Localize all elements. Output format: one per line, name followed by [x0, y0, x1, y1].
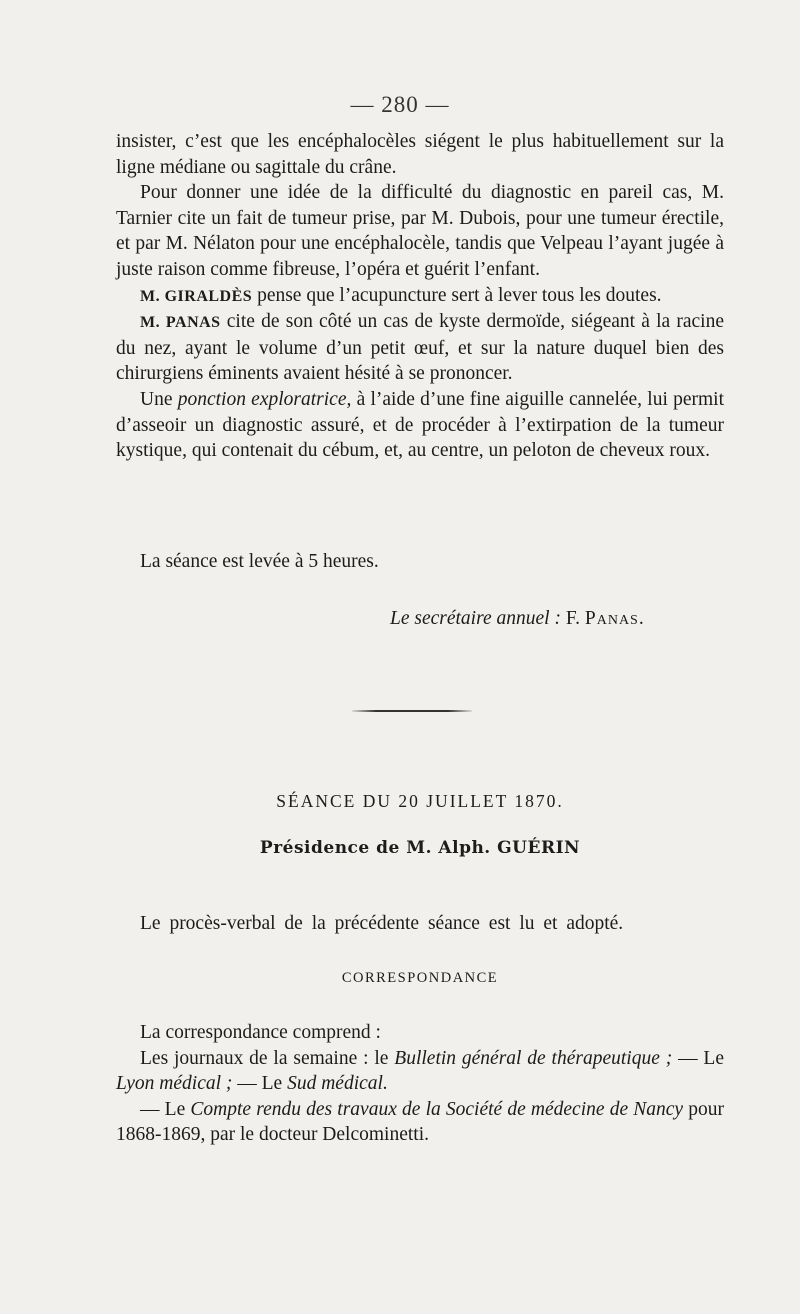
page-number: — 280 —	[350, 92, 450, 117]
paragraph-1: insister, c’est que les encéphalocèles siégent le plus habituellement sur la ligne médiane ou sagittale du crâne.	[116, 131, 724, 178]
journals-dash-1: — Le	[678, 1047, 724, 1069]
paragraph-3	[116, 283, 724, 310]
correspondance-compte-rendu	[116, 1097, 724, 1148]
paragraph-4-text: cite de son côté un cas de kyste dermoïde, siégeant à la racine du nez, ayant le volume d’un petit œuf, et sur la nature duquel bien des chirurgiens éminents avaient hésité à se prononcer.	[116, 311, 725, 385]
signature	[390, 608, 645, 630]
journals-dash-2: — Le	[232, 1073, 288, 1095]
journal-sud: Sud médical.	[287, 1073, 388, 1095]
correspondance-journals	[116, 1046, 724, 1097]
signature-name: Panas.	[584, 608, 645, 629]
journal-lyon: Lyon médical ;	[116, 1073, 233, 1095]
paragraph-5-pre: Une	[140, 388, 178, 410]
paragraph-4	[116, 309, 724, 387]
paragraph-2: Pour donner une idée de la difficulté du diagnostic en pareil cas, M. Tarnier cite un fait de tumeur prise, par M. Dubois, pour une tumeur érectile, et par M. Nélaton pour une encéphalocèle, tandis que Velpeau l’ayant jugée à juste raison comme fibreuse, l’opéra et guérit l’enfant.	[116, 182, 724, 280]
paragraph-5-italic: ponction exploratrice,	[177, 388, 352, 410]
paragraph-5	[116, 387, 724, 464]
journals-pre: Les journaux de la semaine : le	[140, 1047, 395, 1069]
speaker-giraldes: M. GIRALDÈS	[140, 287, 253, 305]
journal-bulletin: Bulletin général de thérapeutique ;	[394, 1047, 673, 1069]
session-title: SÉANCE DU 20 JUILLET 1870.	[276, 791, 564, 811]
paragraph-5-post: à l’aide d’une fine aiguille cannelée, lui permit d’asseoir un diagnostic assuré, et de procéder à l’extirpation de la tumeur kystique, qui contenait du cébum, et, au centre, un peloton de cheveux roux.	[116, 388, 724, 462]
closing-line: La séance est levée à 5 heures.	[140, 551, 379, 572]
compte-rendu-post: pour 1868-1869, par le docteur Delcominetti.	[116, 1098, 724, 1146]
signature-label: Le secrétaire annuel :	[390, 608, 561, 629]
paragraph-3-text: pense que l’acupuncture sert à lever tous les doutes.	[252, 284, 662, 306]
compte-rendu-title: Compte rendu des travaux de la Société de médecine de Nancy	[190, 1098, 684, 1120]
correspondance-heading: CORRESPONDANCE	[341, 970, 499, 986]
section-divider	[352, 710, 472, 712]
signature-initial: F.	[565, 608, 580, 629]
bottom-text-block	[116, 1020, 724, 1148]
presidence-line: Présidence de M. Alph. GUÉRIN	[259, 838, 581, 858]
proces-verbal-line: Le procès-verbal de la précédente séance est lu et adopté.	[140, 913, 624, 934]
compte-rendu-pre: — Le	[140, 1098, 191, 1120]
top-text-block	[116, 129, 724, 464]
correspondance-intro: La correspondance comprend :	[140, 1022, 381, 1043]
speaker-panas: M. PANAS	[140, 314, 221, 332]
